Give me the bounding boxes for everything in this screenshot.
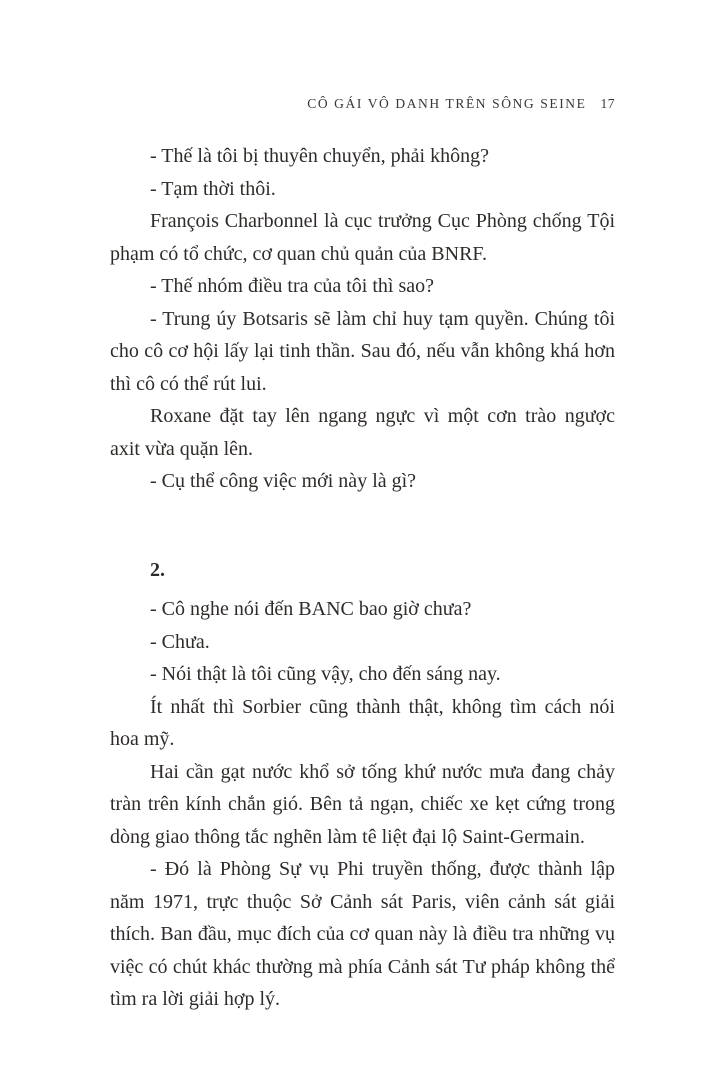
running-header (110, 96, 615, 112)
body-text (110, 140, 615, 1016)
section-number: 2. (150, 558, 165, 581)
paragraph: - Đó là Phòng Sự vụ Phi truyền thống, được thành lập năm 1971, trực thuộc Sở Cảnh sát Paris, viên cảnh sát giải thích. Ban đầu, mục đích của cơ quan này là điều tra những vụ việc có chút khác thường mà phía Cảnh sát Tư pháp không thể tìm ra lời giải hợp lý. (110, 858, 615, 1010)
paragraph: - Chưa. (150, 630, 210, 653)
paragraph: François Charbonnel là cục trưởng Cục Phòng chống Tội phạm có tổ chức, cơ quan chủ quản của BNRF. (110, 210, 615, 265)
paragraph: - Tạm thời thôi. (150, 177, 276, 200)
paragraph: - Cô nghe nói đến BANC bao giờ chưa? (150, 598, 472, 620)
paragraph: - Nói thật là tôi cũng vậy, cho đến sáng nay. (150, 663, 501, 685)
paragraph: - Trung úy Botsaris sẽ làm chỉ huy tạm quyền. Chúng tôi cho cô cơ hội lấy lại tinh thần. Sau đó, nếu vẫn không khá hơn thì cô có thể rút lui. (110, 307, 615, 395)
paragraph: Hai cần gạt nước khổ sở tống khứ nước mưa đang chảy tràn trên kính chắn gió. Bên tả ngạn, chiếc xe kẹt cứng trong dòng giao thông tắc nghẽn làm tê liệt đại lộ Saint-Germain. (110, 760, 615, 848)
paragraph: - Thế nhóm điều tra của tôi thì sao? (150, 275, 434, 297)
paragraph: Roxane đặt tay lên ngang ngực vì một cơn trào ngược axit vừa quặn lên. (110, 405, 615, 460)
paragraph: Ít nhất thì Sorbier cũng thành thật, không tìm cách nói hoa mỹ. (110, 695, 615, 750)
paragraph: - Thế là tôi bị thuyên chuyển, phải không? (150, 145, 489, 167)
paragraph: - Cụ thể công việc mới này là gì? (150, 470, 417, 492)
running-header-title: CÔ GÁI VÔ DANH TRÊN SÔNG SEINE (307, 96, 587, 111)
page-number: 17 (600, 96, 615, 111)
